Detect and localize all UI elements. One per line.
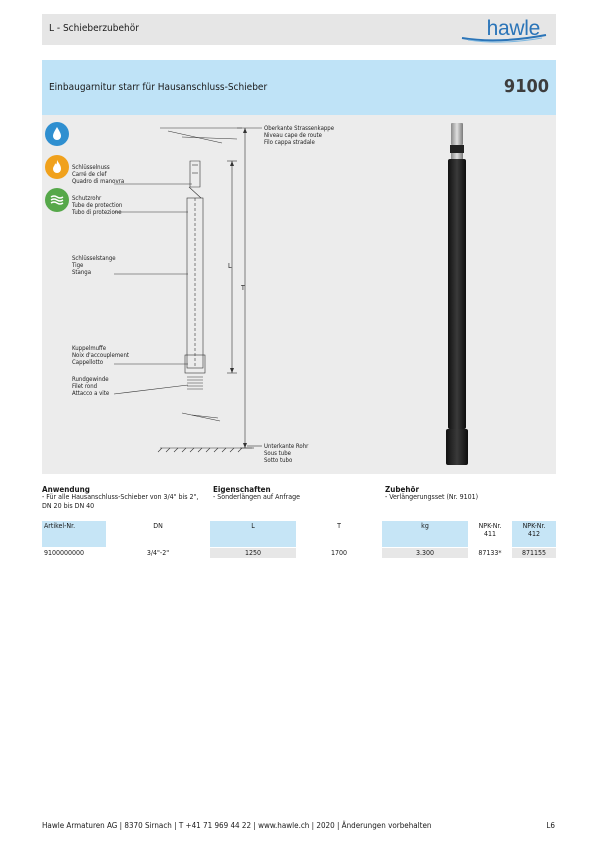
- cell-kg: 3.300: [382, 548, 468, 559]
- hawle-logo: hawle: [486, 17, 540, 40]
- header-t: T: [296, 521, 382, 548]
- cell-artikel-nr: 9100000000: [42, 548, 106, 559]
- section-title: L - Schieberzubehör: [49, 23, 139, 34]
- footer-text: Hawle Armaturen AG | 8370 Sirnach | T +41 71 969 44 22 | www.hawle.ch | 2020 | Änderungen vorbehalten: [42, 821, 432, 830]
- label-schutzrohr: Schutzrohr Tube de protection Tubo di protezione: [72, 195, 123, 216]
- cell-dn: 3/4"-2": [106, 548, 210, 559]
- header-npk-411: NPK-Nr. 411: [468, 521, 512, 548]
- label-kuppelmuffe: Kuppelmuffe Noix d'accouplement Cappellotto: [72, 345, 129, 366]
- label-unterkante: Unterkante Rohr Sous tube Sotto tubo: [264, 443, 309, 464]
- product-title: Einbaugarnitur starr für Hausanschluss-Schieber: [49, 82, 268, 93]
- dimension-T-label: T: [241, 284, 245, 292]
- label-schluesselstange: Schlüsselstange Tige Stanga: [72, 255, 116, 276]
- anwendung-text: - Für alle Hausanschluss-Schieber von 3/4" bis 2", DN 20 bis DN 40: [42, 493, 199, 510]
- label-rundgewinde: Rundgewinde Filet rond Attacco a vite: [72, 376, 110, 397]
- table-header-row: [42, 521, 556, 548]
- eigenschaften-heading: Eigenschaften: [213, 485, 271, 494]
- zubehoer-heading: Zubehör: [385, 485, 419, 494]
- header-l: L: [210, 521, 296, 548]
- page-number: L6: [546, 821, 555, 830]
- label-oberkante: Oberkante Strassenkappe Niveau cape de route Filo cappa stradale: [264, 125, 335, 146]
- product-title-bar: [42, 60, 556, 115]
- cell-npk-411: 87133*: [468, 548, 512, 559]
- header-npk-412: NPK-Nr. 412: [512, 521, 556, 548]
- label-schluesselnuss: Schlüsselnuss Carré de clef Quadro di manovra: [72, 164, 125, 185]
- zubehoer-text: - Verlängerungsset (Nr. 9101): [385, 493, 479, 501]
- table-row: [42, 548, 556, 559]
- product-number: 9100: [503, 76, 549, 97]
- cell-t: 1700: [296, 548, 382, 559]
- specification-table: [42, 521, 556, 558]
- anwendung-heading: Anwendung: [42, 485, 90, 494]
- header-dn: DN: [106, 521, 210, 548]
- header-artikel-nr: Artikel-Nr.: [42, 521, 106, 548]
- dimension-L-label: L: [228, 262, 232, 270]
- header-kg: kg: [382, 521, 468, 548]
- section-header-bar: [42, 14, 556, 45]
- cell-l: 1250: [210, 548, 296, 559]
- cell-npk-412: 871155: [512, 548, 556, 559]
- eigenschaften-text: - Sonderlängen auf Anfrage: [213, 493, 300, 501]
- product-photo: [437, 121, 477, 473]
- technical-drawing-panel: [42, 115, 556, 474]
